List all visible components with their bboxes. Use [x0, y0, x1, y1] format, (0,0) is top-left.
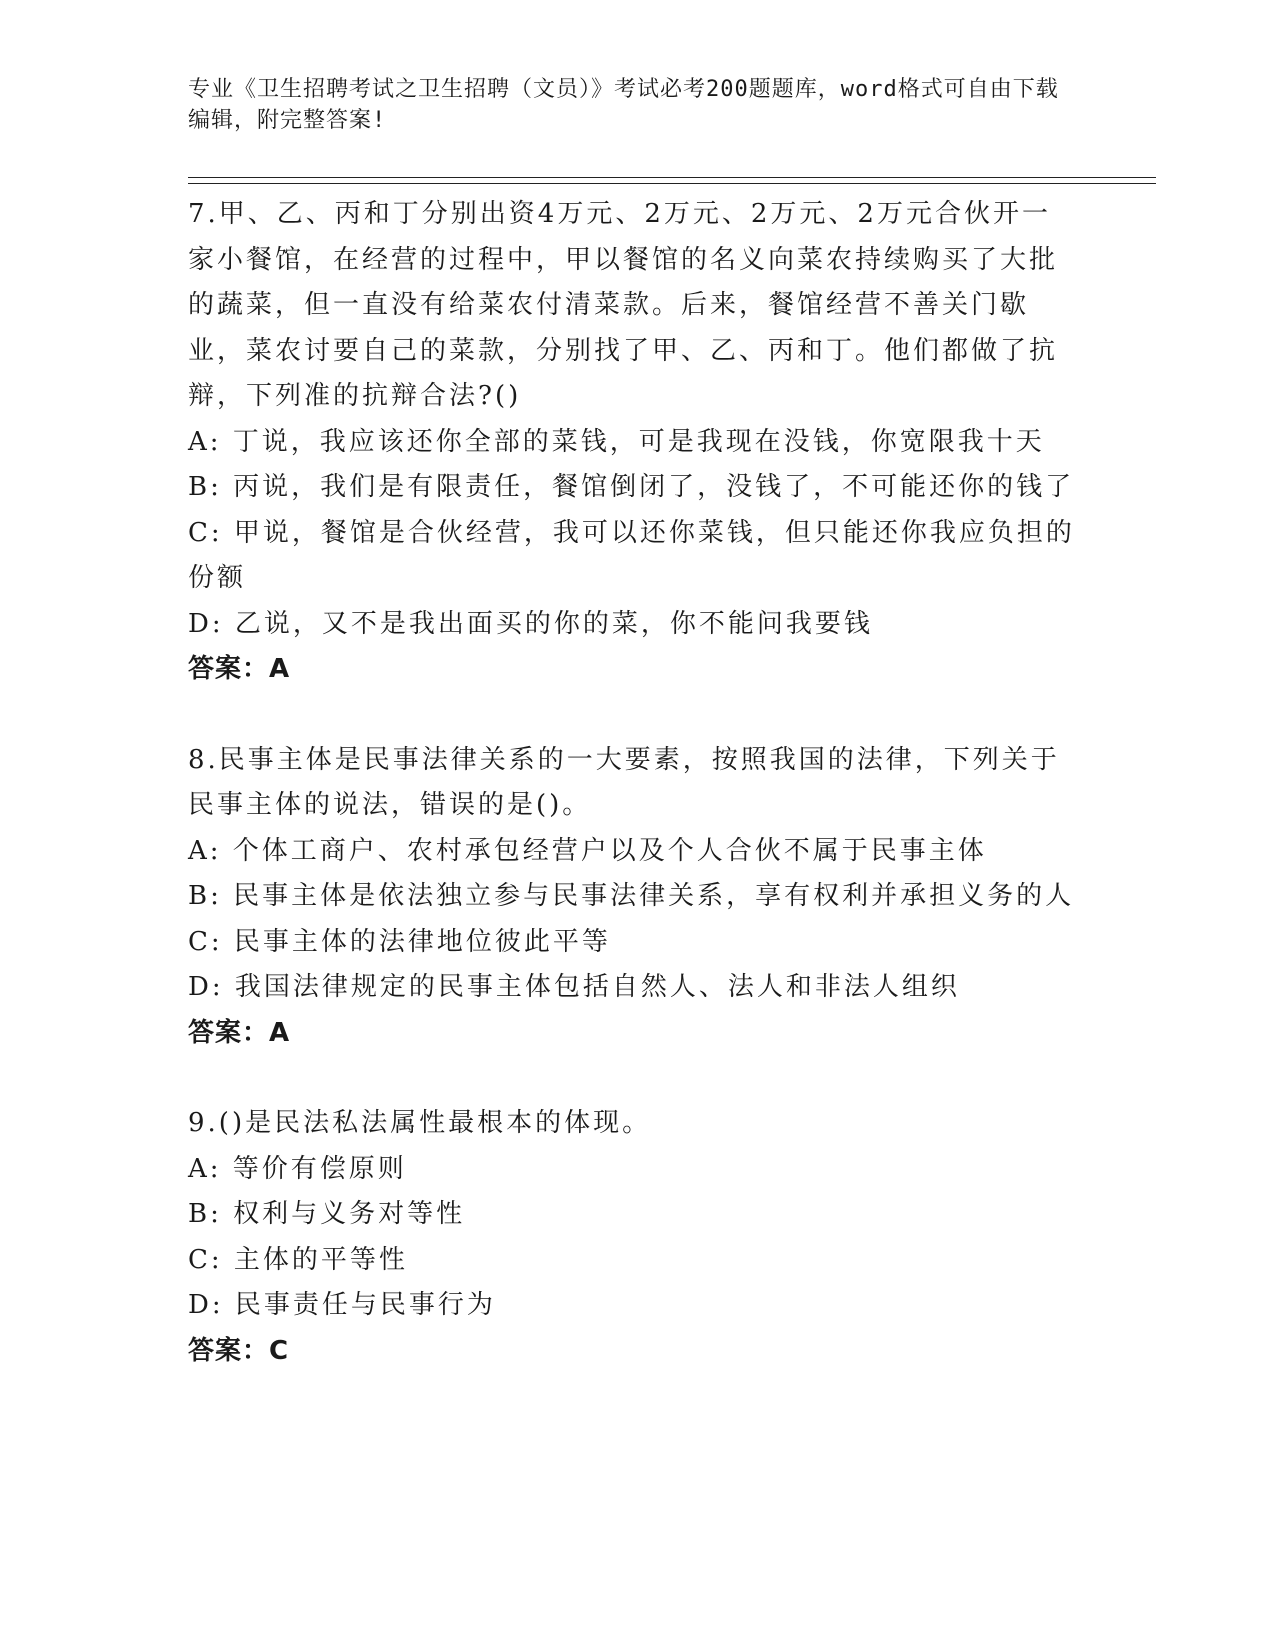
page-header-title: 专业《卫生招聘考试之卫生招聘（文员）》考试必考200题题库，word格式可自由下载编辑，附完整答案!: [188, 77, 1059, 133]
header-divider-bottom: [188, 183, 1156, 184]
header-divider-top: [188, 177, 1156, 178]
answer-line: 答案：A: [188, 654, 291, 684]
option-b: B: 民事主体是依法独立参与民事法律关系，享有权利并承担义务的人: [188, 881, 1075, 911]
option-c: C: 主体的平等性: [188, 1244, 408, 1275]
option-a: A: 个体工商户、农村承包经营户以及个人合伙不属于民事主体: [188, 835, 987, 866]
question-stem: 8.民事主体是民事法律关系的一大要素，按照我国的法律，下列关于民事主体的说法，错误的是()。: [188, 744, 1060, 820]
question-list: [188, 192, 1078, 1419]
option-c: C: 甲说，餐馆是合伙经营，我可以还你菜钱，但只能还你我应负担的份额: [188, 517, 1075, 593]
question-8: [188, 738, 1078, 1057]
question-stem: 7.甲、乙、丙和丁分别出资4万元、2万元、2万元、2万元合伙开一家小餐馆，在经营的过程中，甲以餐馆的名义向菜农持续购买了大批的蔬菜，但一直没有给菜农付清菜款。后来，餐馆经营不善关门歇业，菜农讨要自己的菜款，分别找了甲、乙、丙和丁。他们都做了抗辩，下列准的抗辩合法?(): [188, 199, 1059, 411]
option-b: B: 丙说，我们是有限责任，餐馆倒闭了，没钱了，不可能还你的钱了: [188, 472, 1075, 502]
answer-line: 答案：C: [188, 1335, 290, 1366]
question-7: [188, 192, 1078, 693]
answer-line: 答案：A: [188, 1017, 291, 1048]
option-b: B: 权利与义务对等性: [188, 1199, 466, 1229]
option-d: D: 我国法律规定的民事主体包括自然人、法人和非法人组织: [188, 972, 960, 1002]
option-d: D: 乙说，又不是我出面买的你的菜，你不能问我要钱: [188, 608, 873, 639]
option-d: D: 民事责任与民事行为: [188, 1290, 496, 1320]
question-stem: 9.()是民法私法属性最根本的体现。: [188, 1108, 652, 1138]
option-a: A: 丁说，我应该还你全部的菜钱，可是我现在没钱，你宽限我十天: [188, 426, 1045, 457]
option-c: C: 民事主体的法律地位彼此平等: [188, 926, 611, 957]
question-9: [188, 1101, 1078, 1374]
option-a: A: 等价有偿原则: [188, 1153, 407, 1184]
